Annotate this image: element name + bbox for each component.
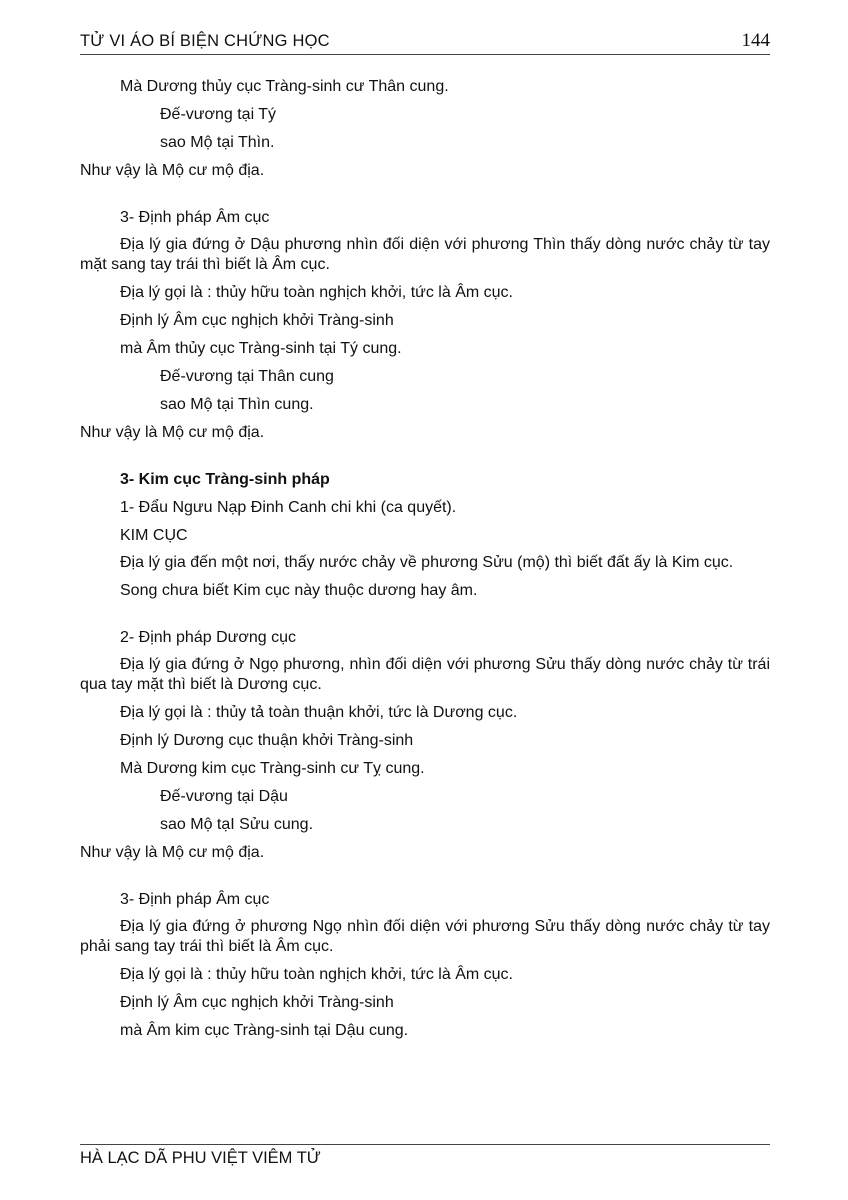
page-footer xyxy=(80,1144,770,1167)
bold-heading: 3- Kim cục Tràng-sinh pháp xyxy=(120,471,330,488)
section-heading: 3- Định pháp Âm cục xyxy=(120,209,270,226)
text-line: sao Mộ tại Thìn. xyxy=(160,134,275,151)
text-line: Địa lý gọi là : thủy tả toàn thuận khởi, tức là Dương cục. xyxy=(120,704,518,721)
footer-text: HÀ LẠC DÃ PHU VIỆT VIÊM TỬ xyxy=(80,1149,321,1167)
text-line: Mà Dương kim cục Tràng-sinh cư Tỵ cung. xyxy=(120,760,425,777)
text-line: Mà Dương thủy cục Tràng-sinh cư Thân cung. xyxy=(120,78,449,95)
text-line: Đế-vương tại Tý xyxy=(160,106,277,123)
text-line: Định lý Âm cục nghịch khởi Tràng-sinh xyxy=(120,312,394,329)
body-text xyxy=(80,76,770,1048)
text-line: Như vậy là Mộ cư mộ địa. xyxy=(80,162,265,179)
text-line: sao Mộ tại Thìn cung. xyxy=(160,396,314,413)
text-line: Đế-vương tại Dậu xyxy=(160,788,288,805)
text-line: Địa lý gọi là : thủy hữu toàn nghịch khởi, tức là Âm cục. xyxy=(120,284,513,301)
text-line: Như vậy là Mộ cư mộ địa. xyxy=(80,844,265,861)
text-line: mà Âm kim cục Tràng-sinh tại Dậu cung. xyxy=(120,1022,409,1039)
section-heading: 3- Định pháp Âm cục xyxy=(120,891,270,908)
page-number: 144 xyxy=(741,30,770,51)
text-line: Đế-vương tại Thân cung xyxy=(160,368,334,385)
text-line: Như vậy là Mộ cư mộ địa. xyxy=(80,424,265,441)
page-header xyxy=(80,28,770,55)
text-line: Địa lý gọi là : thủy hữu toàn nghịch khởi, tức là Âm cục. xyxy=(120,966,513,983)
text-line: Định lý Dương cục thuận khởi Tràng-sinh xyxy=(120,732,414,749)
text-line: KIM CỤC xyxy=(120,527,188,544)
paragraph: Địa lý gia đứng ở Ngọ phương, nhìn đối diện với phương Sửu thấy dòng nước chảy từ trái qua tay mặt thì biết là Dương cục. xyxy=(80,656,770,693)
paragraph: Địa lý gia đến một nơi, thấy nước chảy về phương Sửu (mộ) thì biết đất ấy là Kim cục. xyxy=(120,554,734,571)
text-line: 1- Đẩu Ngưu Nạp Đinh Canh chi khi (ca quyết). xyxy=(120,499,457,516)
paragraph: Địa lý gia đứng ở Dậu phương nhìn đối diện với phương Thìn thấy dòng nước chảy từ tay mặt sang tay trái thì biết là Âm cục. xyxy=(80,236,770,273)
text-line: sao Mộ tạI Sửu cung. xyxy=(160,816,314,833)
text-line: Song chưa biết Kim cục này thuộc dương hay âm. xyxy=(120,582,478,599)
section-heading: 2- Định pháp Dương cục xyxy=(120,629,296,646)
paragraph: Địa lý gia đứng ở phương Ngọ nhìn đối diện với phương Sửu thấy dòng nước chảy từ tay phải sang tay trái thì biết là Âm cục. xyxy=(80,918,770,955)
header-title: TỬ VI ÁO BÍ BIỆN CHỨNG HỌC xyxy=(80,32,330,50)
text-line: mà Âm thủy cục Tràng-sinh tại Tý cung. xyxy=(120,340,402,357)
text-line: Định lý Âm cục nghịch khởi Tràng-sinh xyxy=(120,994,394,1011)
